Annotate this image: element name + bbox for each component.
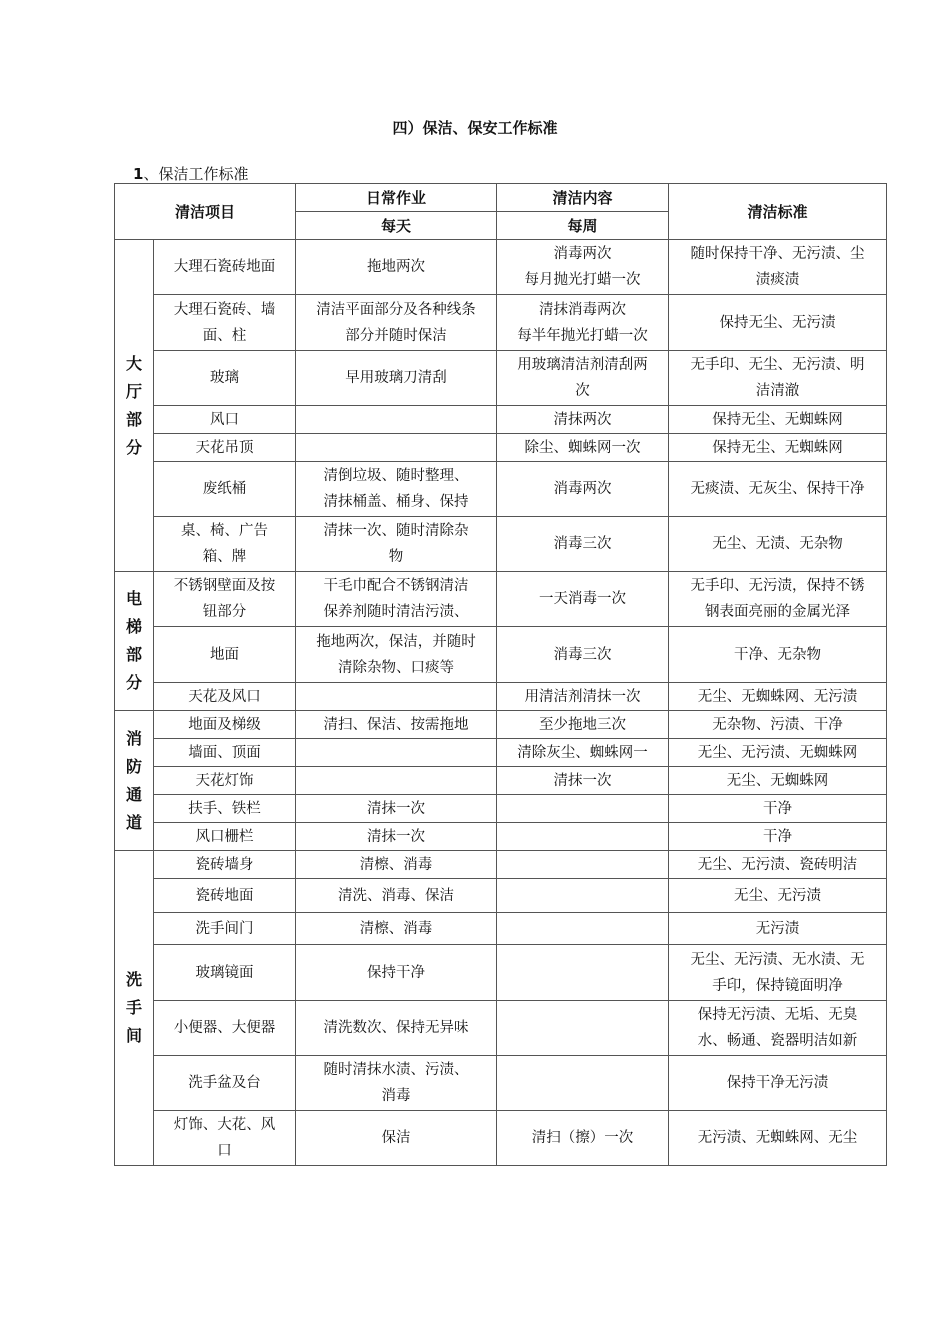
- table-row: [115, 1001, 887, 1056]
- table-row: [115, 572, 887, 627]
- cell-line: 天花及风口: [188, 688, 261, 705]
- daily-cell: [296, 739, 497, 767]
- daily-cell: [296, 1056, 497, 1111]
- section-label-cell: [115, 572, 154, 711]
- standard-cell: [669, 711, 887, 739]
- cell-line: 小便器、大便器: [173, 1020, 276, 1036]
- section-label: 、保洁工作标准: [143, 165, 249, 183]
- cell-line: 每半年抛光打蜡一次: [517, 327, 648, 344]
- standard-cell: [669, 572, 887, 627]
- standard-cell: [669, 351, 887, 406]
- daily-cell: [296, 683, 497, 711]
- table-row: [115, 913, 887, 945]
- cell-line: 大理石瓷砖地面: [173, 259, 276, 275]
- weekly-cell: [497, 406, 669, 434]
- daily-cell: [296, 1001, 497, 1056]
- cell-line: 无尘、无污渍、瓷砖明洁: [697, 856, 858, 873]
- table-row: [115, 627, 887, 683]
- item-cell: [154, 434, 296, 462]
- item-cell: [154, 1056, 296, 1111]
- weekly-cell: [497, 434, 669, 462]
- weekly-cell: [497, 572, 669, 627]
- standard-cell: [669, 517, 887, 572]
- cell-line: 无尘、无污渍、无水渍、无: [690, 951, 865, 968]
- header-everyday: 每天: [296, 212, 497, 240]
- section-label-cell: [115, 711, 154, 851]
- cell-line: 无杂物、污渍、干净: [712, 716, 843, 733]
- cell-line: 箱、牌: [202, 549, 247, 565]
- cell-line: 无污渍、无蜘蛛网、无尘: [697, 1130, 858, 1146]
- cell-line: 无尘、无蜘蛛网: [726, 772, 829, 789]
- item-cell: [154, 1001, 296, 1056]
- daily-cell: [296, 1111, 497, 1166]
- weekly-cell: [497, 627, 669, 683]
- section-char: 防: [125, 756, 142, 776]
- cell-line: 清抹一次: [553, 772, 612, 789]
- cell-line: 保养剂随时清洁污渍、: [323, 604, 469, 620]
- cell-line: 地面: [210, 646, 239, 663]
- weekly-cell: [497, 683, 669, 711]
- standard-cell: [669, 434, 887, 462]
- section-char: 大: [125, 353, 142, 373]
- cell-line: 瓷砖墙身: [195, 856, 254, 873]
- weekly-cell: [497, 913, 669, 945]
- section-char: 间: [125, 1026, 142, 1045]
- standard-cell: [669, 1111, 887, 1166]
- cell-line: 洗手盆及台: [188, 1075, 261, 1091]
- cell-line: 清洗数次、保持无异味: [323, 1020, 469, 1036]
- table-row: [115, 462, 887, 517]
- table-row: [115, 879, 887, 913]
- standard-cell: [669, 767, 887, 795]
- cell-line: 天花吊顶: [195, 439, 254, 456]
- daily-cell: [296, 462, 497, 517]
- section-subtitle: [133, 163, 248, 184]
- table-row: [115, 434, 887, 462]
- table-row: [115, 240, 887, 295]
- standard-cell: [669, 406, 887, 434]
- header-weekly: 每周: [497, 212, 669, 240]
- weekly-cell: [497, 462, 669, 517]
- weekly-cell: [497, 351, 669, 406]
- section-char: 通: [125, 784, 142, 804]
- cell-line: 清抹两次: [553, 411, 612, 428]
- table-row: [115, 406, 887, 434]
- table-row: [115, 795, 887, 823]
- standard-cell: [669, 851, 887, 879]
- cell-line: 清洗、消毒、保洁: [338, 887, 455, 904]
- weekly-cell: [497, 517, 669, 572]
- cell-line: 干毛巾配合不锈钢清洁: [323, 578, 469, 594]
- cell-line: 除尘、蜘蛛网一次: [524, 439, 641, 456]
- item-cell: [154, 1111, 296, 1166]
- cell-line: 渍痰渍: [755, 272, 800, 288]
- item-cell: [154, 767, 296, 795]
- cell-line: 消毒三次: [553, 536, 612, 552]
- daily-cell: [296, 434, 497, 462]
- table-row: [115, 945, 887, 1001]
- cell-line: 消毒两次: [553, 481, 612, 497]
- daily-cell: [296, 351, 497, 406]
- daily-cell: [296, 823, 497, 851]
- section-char: 分: [125, 673, 142, 692]
- cell-line: 无尘、无污渍、无蜘蛛网: [697, 744, 858, 761]
- cell-line: 风口栅栏: [195, 828, 254, 845]
- header-row: [115, 184, 887, 212]
- cell-line: 清扫、保洁、按需拖地: [323, 716, 469, 733]
- cell-line: 手印，保持镜面明净: [712, 977, 843, 994]
- weekly-cell: [497, 879, 669, 913]
- section-char: 部: [125, 409, 142, 429]
- cell-line: 口: [217, 1143, 232, 1159]
- cell-line: 无手印、无污渍，保持不锈: [690, 578, 865, 594]
- table-row: [115, 823, 887, 851]
- header-content: 清洁内容: [497, 184, 669, 212]
- section-char: 手: [125, 998, 142, 1017]
- cell-line: 无痰渍、无灰尘、保持干净: [690, 481, 865, 497]
- cell-line: 清抹一次: [367, 828, 426, 845]
- cell-line: 消毒两次: [553, 246, 612, 262]
- section-char: 消: [125, 728, 142, 748]
- section-char: 道: [125, 812, 142, 832]
- daily-cell: [296, 945, 497, 1001]
- weekly-cell: [497, 240, 669, 295]
- daily-cell: [296, 879, 497, 913]
- standard-cell: [669, 1056, 887, 1111]
- item-cell: [154, 572, 296, 627]
- cell-line: 洗手间门: [195, 920, 254, 937]
- weekly-cell: [497, 767, 669, 795]
- cell-line: 清除灰尘、蜘蛛网一: [517, 744, 648, 761]
- cell-line: 玻璃: [210, 370, 239, 386]
- standard-cell: [669, 795, 887, 823]
- table-row: [115, 711, 887, 739]
- table-row: [115, 1056, 887, 1111]
- item-cell: [154, 627, 296, 683]
- cell-line: 无尘、无渍、无杂物: [712, 536, 843, 552]
- section-label-cell: [115, 240, 154, 572]
- daily-cell: [296, 295, 497, 351]
- cell-line: 消毒三次: [553, 646, 612, 663]
- item-cell: [154, 851, 296, 879]
- cell-line: 清抹一次: [367, 800, 426, 817]
- table-row: [115, 1111, 887, 1166]
- daily-cell: [296, 795, 497, 823]
- cell-line: 墙面、顶面: [188, 744, 261, 761]
- weekly-cell: [497, 823, 669, 851]
- cell-line: 物: [388, 549, 404, 565]
- daily-cell: [296, 711, 497, 739]
- cell-line: 清檫、消毒: [359, 856, 433, 873]
- item-cell: [154, 683, 296, 711]
- cell-line: 清倒垃圾、随时整理、: [323, 468, 469, 484]
- header-standard: 清洁标准: [669, 184, 887, 240]
- standard-cell: [669, 823, 887, 851]
- cell-line: 大理石瓷砖、墙: [173, 301, 276, 318]
- standard-cell: [669, 627, 887, 683]
- daily-cell: [296, 240, 497, 295]
- cell-line: 拖地两次，保洁，并随时: [316, 633, 476, 650]
- section-char: 分: [125, 437, 142, 457]
- table-row: [115, 683, 887, 711]
- weekly-cell: [497, 1056, 669, 1111]
- cell-line: 保持无污渍、无垢、无臭: [697, 1007, 858, 1023]
- daily-cell: [296, 627, 497, 683]
- document-title: 四）保洁、保安工作标准: [392, 119, 558, 137]
- item-cell: [154, 711, 296, 739]
- weekly-cell: [497, 851, 669, 879]
- daily-cell: [296, 517, 497, 572]
- cell-line: 清檫、消毒: [359, 920, 433, 937]
- standard-cell: [669, 879, 887, 913]
- table-row: [115, 351, 887, 406]
- cell-line: 无手印、无尘、无污渍、明: [690, 357, 865, 373]
- item-cell: [154, 823, 296, 851]
- cell-line: 清抹桶盖、桶身、保持: [323, 494, 469, 510]
- cell-line: 早用玻璃刀清刮: [345, 370, 447, 386]
- cell-line: 保持干净无污渍: [726, 1075, 829, 1091]
- item-cell: [154, 295, 296, 351]
- standard-cell: [669, 240, 887, 295]
- item-cell: [154, 517, 296, 572]
- weekly-cell: [497, 1111, 669, 1166]
- item-cell: [154, 945, 296, 1001]
- item-cell: [154, 739, 296, 767]
- weekly-cell: [497, 295, 669, 351]
- cell-line: 拖地两次: [367, 259, 426, 275]
- cell-line: 废纸桶: [202, 481, 247, 497]
- cell-line: 玻璃镜面: [195, 964, 254, 981]
- cell-line: 用清洁剂清抹一次: [524, 688, 641, 705]
- item-cell: [154, 406, 296, 434]
- standard-cell: [669, 913, 887, 945]
- cell-line: 保持无尘、无蜘蛛网: [712, 439, 843, 456]
- section-label-cell: [115, 851, 154, 1166]
- cell-line: 清洁平面部分及各种线条: [316, 301, 476, 318]
- item-cell: [154, 879, 296, 913]
- cell-line: 干净: [763, 800, 793, 817]
- item-cell: [154, 913, 296, 945]
- table-row: [115, 851, 887, 879]
- weekly-cell: [497, 795, 669, 823]
- item-cell: [154, 240, 296, 295]
- item-cell: [154, 795, 296, 823]
- weekly-cell: [497, 945, 669, 1001]
- table-row: [115, 767, 887, 795]
- table-row: [115, 517, 887, 572]
- cell-line: 水、畅通、瓷器明洁如新: [697, 1033, 858, 1049]
- section-char: 厅: [125, 381, 142, 401]
- cell-line: 消毒: [381, 1088, 411, 1104]
- cell-line: 地面及梯级: [188, 716, 261, 733]
- cell-line: 干净、无杂物: [734, 646, 822, 663]
- daily-cell: [296, 913, 497, 945]
- cell-line: 每月抛光打蜡一次: [524, 272, 641, 288]
- cell-line: 清抹一次、随时清除杂: [323, 523, 469, 539]
- standard-cell: [669, 739, 887, 767]
- daily-cell: [296, 851, 497, 879]
- cell-line: 扶手、铁栏: [188, 800, 261, 817]
- cell-line: 洁清澈: [755, 383, 800, 399]
- cell-line: 随时保持干净、无污渍、尘: [690, 246, 865, 262]
- cleaning-standards-table: [114, 183, 887, 1166]
- standard-cell: [669, 945, 887, 1001]
- section-char: 部: [125, 645, 142, 664]
- daily-cell: [296, 572, 497, 627]
- section-char: 梯: [125, 617, 142, 636]
- daily-cell: [296, 767, 497, 795]
- cell-line: 瓷砖地面: [195, 887, 254, 904]
- standard-cell: [669, 683, 887, 711]
- cell-line: 清扫（擦）一次: [531, 1130, 634, 1146]
- daily-cell: [296, 406, 497, 434]
- standard-cell: [669, 295, 887, 351]
- cell-line: 清抹消毒两次: [539, 301, 627, 318]
- cell-line: 风口: [210, 411, 239, 428]
- section-number: 1: [133, 165, 144, 183]
- cell-line: 次: [575, 383, 590, 399]
- cell-line: 天花灯饰: [195, 772, 254, 789]
- cell-line: 无尘、无污渍: [734, 887, 822, 904]
- weekly-cell: [497, 739, 669, 767]
- cell-line: 一天消毒一次: [539, 591, 627, 607]
- cell-line: 随时清抹水渍、污渍、: [323, 1062, 469, 1078]
- section-char: 洗: [125, 970, 142, 989]
- cell-line: 无尘、无蜘蛛网、无污渍: [697, 688, 858, 705]
- table-body: [115, 184, 887, 1166]
- weekly-cell: [497, 1001, 669, 1056]
- cell-line: 不锈钢壁面及按: [173, 578, 276, 594]
- cell-line: 保持干净: [367, 964, 426, 981]
- cell-line: 保持无尘、无蜘蛛网: [712, 411, 843, 428]
- table-row: [115, 295, 887, 351]
- cell-line: 保洁: [381, 1130, 411, 1146]
- item-cell: [154, 351, 296, 406]
- weekly-cell: [497, 711, 669, 739]
- item-cell: [154, 462, 296, 517]
- cell-line: 干净: [763, 828, 793, 845]
- cell-line: 钮部分: [202, 604, 247, 620]
- section-char: 电: [125, 589, 142, 608]
- standard-cell: [669, 1001, 887, 1056]
- cell-line: 灯饰、大花、风: [173, 1117, 276, 1133]
- cell-line: 桌、椅、广告: [181, 523, 268, 539]
- cell-line: 部分并随时保洁: [345, 327, 447, 344]
- cell-line: 保持无尘、无污渍: [719, 314, 836, 331]
- cell-line: 用玻璃清洁剂清刮两: [517, 357, 648, 373]
- cell-line: 无污渍: [755, 920, 800, 937]
- cell-line: 清除杂物、口痰等: [338, 659, 455, 676]
- table-row: [115, 739, 887, 767]
- header-daily: 日常作业: [296, 184, 497, 212]
- standard-cell: [669, 462, 887, 517]
- cell-line: 钢表面亮丽的金属光泽: [705, 604, 851, 620]
- cell-line: 至少拖地三次: [539, 716, 627, 733]
- cell-line: 面、柱: [202, 327, 247, 344]
- header-item: 清洁项目: [115, 184, 296, 240]
